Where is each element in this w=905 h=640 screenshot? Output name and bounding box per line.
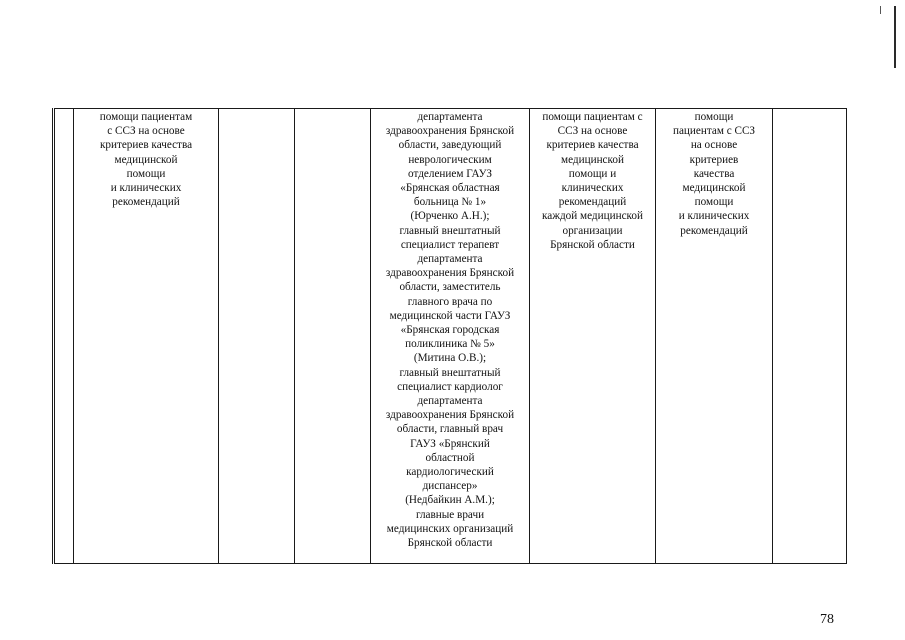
cell-text-line: рекомендаций <box>558 196 627 209</box>
cell-text-line: помощи пациентам с <box>542 111 643 123</box>
cell-text-line: на основе <box>690 139 738 152</box>
cell-text-line: клинических <box>561 182 624 195</box>
cell-text-line: рекомендаций <box>112 196 180 209</box>
cell-text-line: областной <box>425 451 475 464</box>
cell-text-line: департамента <box>417 253 483 266</box>
scan-edge-tick <box>880 6 881 14</box>
cell-text-line: медицинской части ГАУЗ <box>389 309 511 322</box>
cell-text-line: критериев <box>689 153 739 166</box>
document-table <box>52 108 847 564</box>
cell-text-line: медицинской <box>561 153 624 166</box>
cell-text-line: поликлиника № 5» <box>405 338 495 351</box>
table-row <box>54 109 847 564</box>
cell-text-line: неврологическим <box>408 153 492 166</box>
cell-text-line: отделением ГАУЗ <box>408 167 492 180</box>
cell-text-line: «Брянская областная <box>400 182 500 195</box>
cell-text-line: и клинических <box>110 182 182 195</box>
cell-text-line: области, заведующий <box>398 139 502 152</box>
cell-text-line: специалист кардиолог <box>397 380 503 393</box>
cell-text-line: здравоохранения Брянской <box>385 267 515 280</box>
cell-text-line: главный внештатный <box>399 224 501 237</box>
cell-text-line: кардиологический <box>406 466 494 479</box>
cell-text-line: рекомендаций <box>680 224 748 237</box>
cell-text-line: помощи и <box>568 167 617 180</box>
table-cell-number <box>54 109 74 564</box>
table-cell-regularity <box>773 109 847 564</box>
cell-text-line: специалист терапевт <box>400 238 500 251</box>
cell-text-line: организации <box>562 224 623 237</box>
cell-text-line: ССЗ на основе <box>557 125 628 138</box>
cell-text-line: ГАУЗ «Брянский <box>410 437 490 450</box>
scan-edge-mark <box>894 6 896 68</box>
cell-text-line: области, заместитель <box>399 281 501 294</box>
cell-text-line: пациентам с ССЗ <box>672 125 756 138</box>
cell-text-line: критериев качества <box>99 139 193 152</box>
cell-text-line: главный внештатный <box>399 366 501 379</box>
cell-text-line: (Недбайкин А.М.); <box>405 494 495 507</box>
cell-text-line: области, главный врач <box>396 423 504 436</box>
cell-text-line: департамента <box>417 395 483 408</box>
cell-text-line: медицинской <box>114 153 178 166</box>
cell-text-line: Брянской области <box>550 238 635 251</box>
table-cell-task <box>74 109 219 564</box>
cell-text-line: помощи <box>694 196 734 209</box>
cell-text-line: каждой медицинской <box>542 210 643 223</box>
cell-text-line: качества <box>693 167 735 180</box>
cell-text-line: помощи <box>694 111 734 123</box>
cell-text-line: (Митина О.В.); <box>413 352 487 365</box>
cell-text-line: здравоохранения Брянской <box>385 409 515 422</box>
cell-text-line: «Брянская городская <box>400 324 500 337</box>
table-cell-indicator <box>656 109 773 564</box>
table-cell-end-date <box>295 109 371 564</box>
cell-text-line: критериев качества <box>546 139 639 152</box>
cell-text-line: главного врача по <box>407 295 493 308</box>
cell-text-line: департамента <box>417 111 483 123</box>
cell-text-line: главные врачи <box>415 508 485 521</box>
cell-text-line: диспансер» <box>422 480 478 493</box>
cell-text-line: и клинических <box>678 210 750 223</box>
table-cell-responsible <box>371 109 530 564</box>
cell-text-line: Брянской области <box>407 537 493 550</box>
table-cell-start-date <box>219 109 295 564</box>
cell-text-line: здравоохранения Брянской <box>385 125 515 138</box>
table-cell-expected-result <box>530 109 656 564</box>
cell-text-line: с ССЗ на основе <box>107 125 185 138</box>
page-number: 78 <box>820 612 834 627</box>
cell-text-line: (Юрченко А.Н.); <box>410 210 490 223</box>
cell-text-line: помощи <box>126 167 166 180</box>
cell-text-line: медицинских организаций <box>386 522 514 535</box>
cell-text-line: помощи пациентам <box>99 111 193 123</box>
cell-text-line: медицинской <box>682 182 746 195</box>
cell-text-line: больница № 1» <box>413 196 487 209</box>
